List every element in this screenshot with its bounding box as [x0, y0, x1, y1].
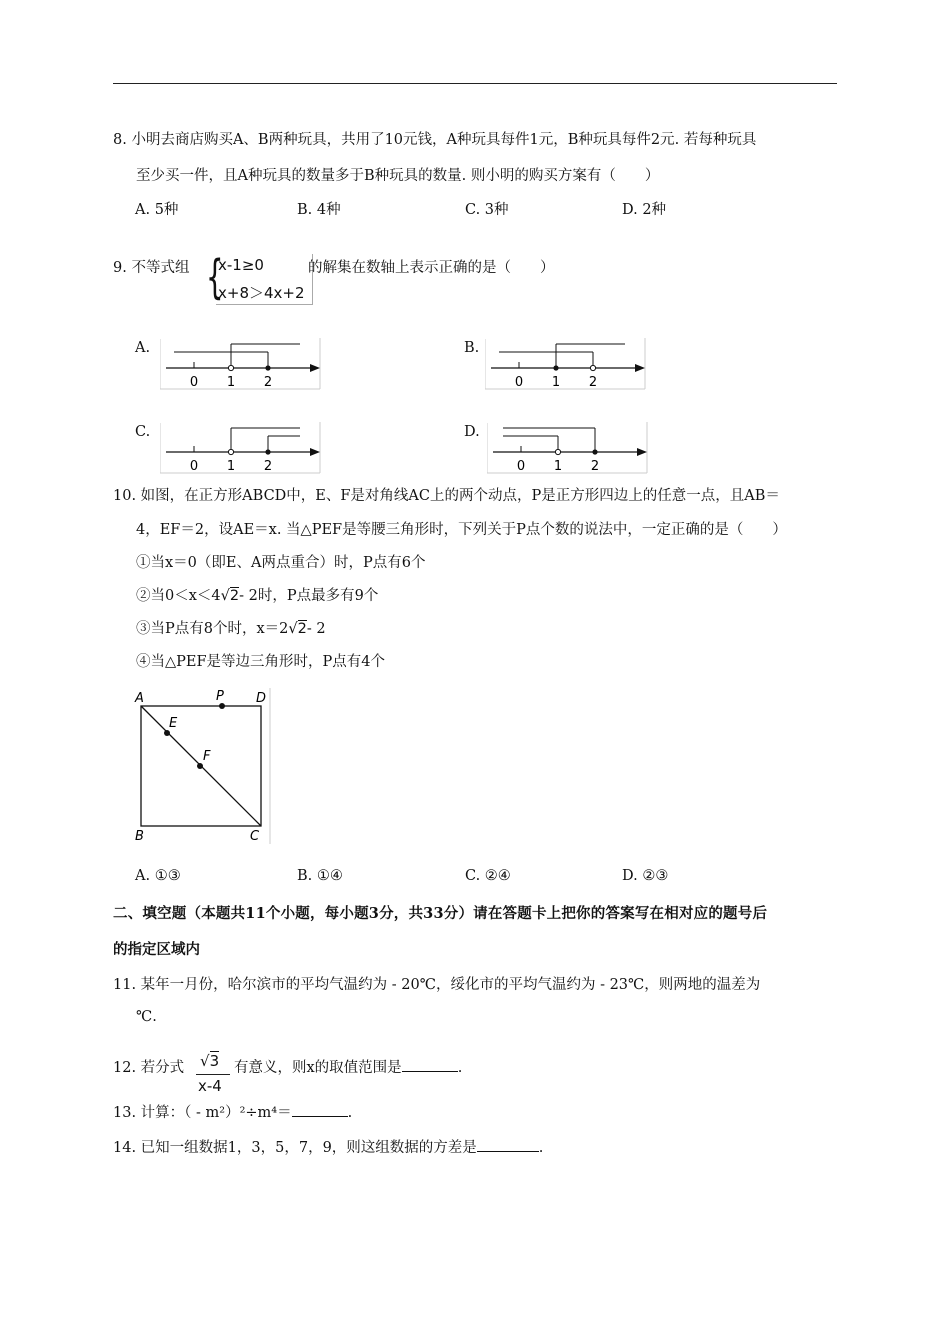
left-brace-icon: {: [206, 250, 224, 304]
q14-stem: [113, 1136, 543, 1157]
q10-stem-line1: 10. 如图，在正方形ABCD中，E、F是对角线AC上的两个动点，P是正方形四边上的任意一点，且AB＝: [113, 488, 780, 504]
header-rule: [113, 83, 837, 84]
vertex-label-c: C: [250, 829, 260, 844]
q8-option-b[interactable]: B. 4种: [297, 202, 341, 218]
q12-suffix-text: 有意义，则x的取值范围是: [234, 1060, 402, 1076]
q10-statement-4: ④当△PEF是等边三角形时，P点有4个: [136, 654, 386, 670]
q9-option-a-label[interactable]: A.: [135, 340, 151, 356]
q10-option-b[interactable]: B. ①④: [297, 868, 343, 884]
q14-end: .: [538, 1140, 544, 1156]
number-line-d[interactable]: [487, 422, 649, 474]
number-line-c[interactable]: [160, 422, 322, 474]
vertex-label-b: B: [135, 829, 144, 844]
vertex-label-d: D: [256, 691, 267, 706]
tick-label-0: 0: [514, 375, 524, 390]
q10-s2-radicand: 2: [229, 588, 240, 604]
inequality-system: [206, 250, 306, 306]
tick-label-0: 0: [189, 375, 199, 390]
q11-stem-line1: 11. 某年一月份，哈尔滨市的平均气温约为 - 20℃，绥化市的平均气温约为 - 23℃，则两地的温差为: [113, 977, 761, 993]
q10-statement-3: [136, 617, 326, 638]
number-line-b[interactable]: [485, 338, 647, 390]
q10-statement-2: [136, 584, 378, 605]
q13-stem: [113, 1101, 352, 1122]
q10-s3-part1: ③当P点有8个时，x＝2: [136, 621, 289, 637]
tick-label-1: 1: [226, 375, 236, 390]
q9-option-d-label[interactable]: D.: [464, 424, 480, 440]
q8-stem-line2: 至少买一件，且A种玩具的数量多于B种玩具的数量. 则小明的购买方案有（ ）: [136, 168, 660, 184]
section2-heading-line2: 的指定区域内: [113, 941, 200, 958]
tick-label-1: 1: [226, 459, 236, 474]
q8-option-a[interactable]: A. 5种: [135, 202, 179, 218]
answer-blank[interactable]: [292, 1102, 348, 1117]
inequality-1: x-1≥0: [218, 256, 264, 274]
square-abcd-figure: [130, 686, 275, 848]
fraction-denominator: x-4: [198, 1077, 222, 1095]
q10-stem-line2: 4，EF＝2，设AE＝x. 当△PEF是等腰三角形时，下列关于P点个数的说法中，一定正确的是（ ）: [136, 522, 787, 538]
tick-label-2: 2: [590, 459, 600, 474]
tick-label-0: 0: [189, 459, 199, 474]
point-label-f: F: [203, 749, 211, 764]
q9-suffix: 的解集在数轴上表示正确的是（ ）: [308, 260, 555, 276]
q10-statement-1: ①当x＝0（即E、A两点重合）时，P点有6个: [136, 555, 426, 571]
q10-s3-part3: - 2: [306, 621, 326, 637]
point-label-e: E: [169, 716, 178, 731]
tick-label-2: 2: [263, 375, 273, 390]
answer-blank[interactable]: [477, 1137, 539, 1152]
q13-text: 13. 计算：（ - m²）²÷m⁴＝: [113, 1105, 292, 1121]
inequality-2: x+8＞4x+2: [218, 284, 305, 302]
q10-option-a[interactable]: A. ①③: [135, 868, 181, 884]
point-label-p: P: [216, 689, 224, 704]
q12-end: .: [457, 1060, 463, 1076]
tick-label-2: 2: [588, 375, 598, 390]
number-line-a[interactable]: [160, 338, 322, 390]
q13-end: .: [347, 1105, 353, 1121]
section2-heading-line1: 二、填空题（本题共11个小题，每小题3分，共33分）请在答题卡上把你的答案写在相对应的题号后: [113, 905, 768, 922]
fraction-numerator: [200, 1052, 219, 1070]
q10-s2-part3: - 2时，P点最多有9个: [239, 588, 379, 604]
q9-prefix: 9. 不等式组: [113, 260, 190, 276]
tick-label-1: 1: [553, 459, 563, 474]
q12-prefix: 12. 若分式: [113, 1060, 185, 1076]
q9-option-b-label[interactable]: B.: [464, 340, 480, 356]
q14-text: 14. 已知一组数据1，3，5，7，9，则这组数据的方差是: [113, 1140, 477, 1156]
tick-label-0: 0: [516, 459, 526, 474]
radicand: 3: [209, 1052, 220, 1070]
sqrt-icon: √3: [200, 1052, 220, 1070]
q8-option-c[interactable]: C. 3种: [465, 202, 509, 218]
q8-option-d[interactable]: D. 2种: [622, 202, 667, 218]
q12-suffix: [234, 1056, 462, 1077]
q10-option-c[interactable]: C. ②④: [465, 868, 511, 884]
tick-label-1: 1: [551, 375, 561, 390]
q9-option-c-label[interactable]: C.: [135, 424, 151, 440]
answer-blank[interactable]: [402, 1057, 458, 1072]
sqrt-icon: √2: [220, 588, 240, 604]
q10-s2-part1: ②当0＜x＜4: [136, 588, 221, 604]
sqrt-icon: √2: [288, 621, 307, 637]
q10-s3-radicand: 2: [297, 621, 307, 637]
vertex-label-a: A: [135, 691, 144, 706]
fraction: [196, 1052, 232, 1098]
tick-label-2: 2: [263, 459, 273, 474]
q10-option-d[interactable]: D. ②③: [622, 868, 669, 884]
q8-stem-line1: 8. 小明去商店购买A、B两种玩具，共用了10元钱，A种玩具每件1元，B种玩具每件2元. 若每种玩具: [113, 132, 757, 148]
q11-stem-line2: ℃.: [136, 1009, 157, 1025]
